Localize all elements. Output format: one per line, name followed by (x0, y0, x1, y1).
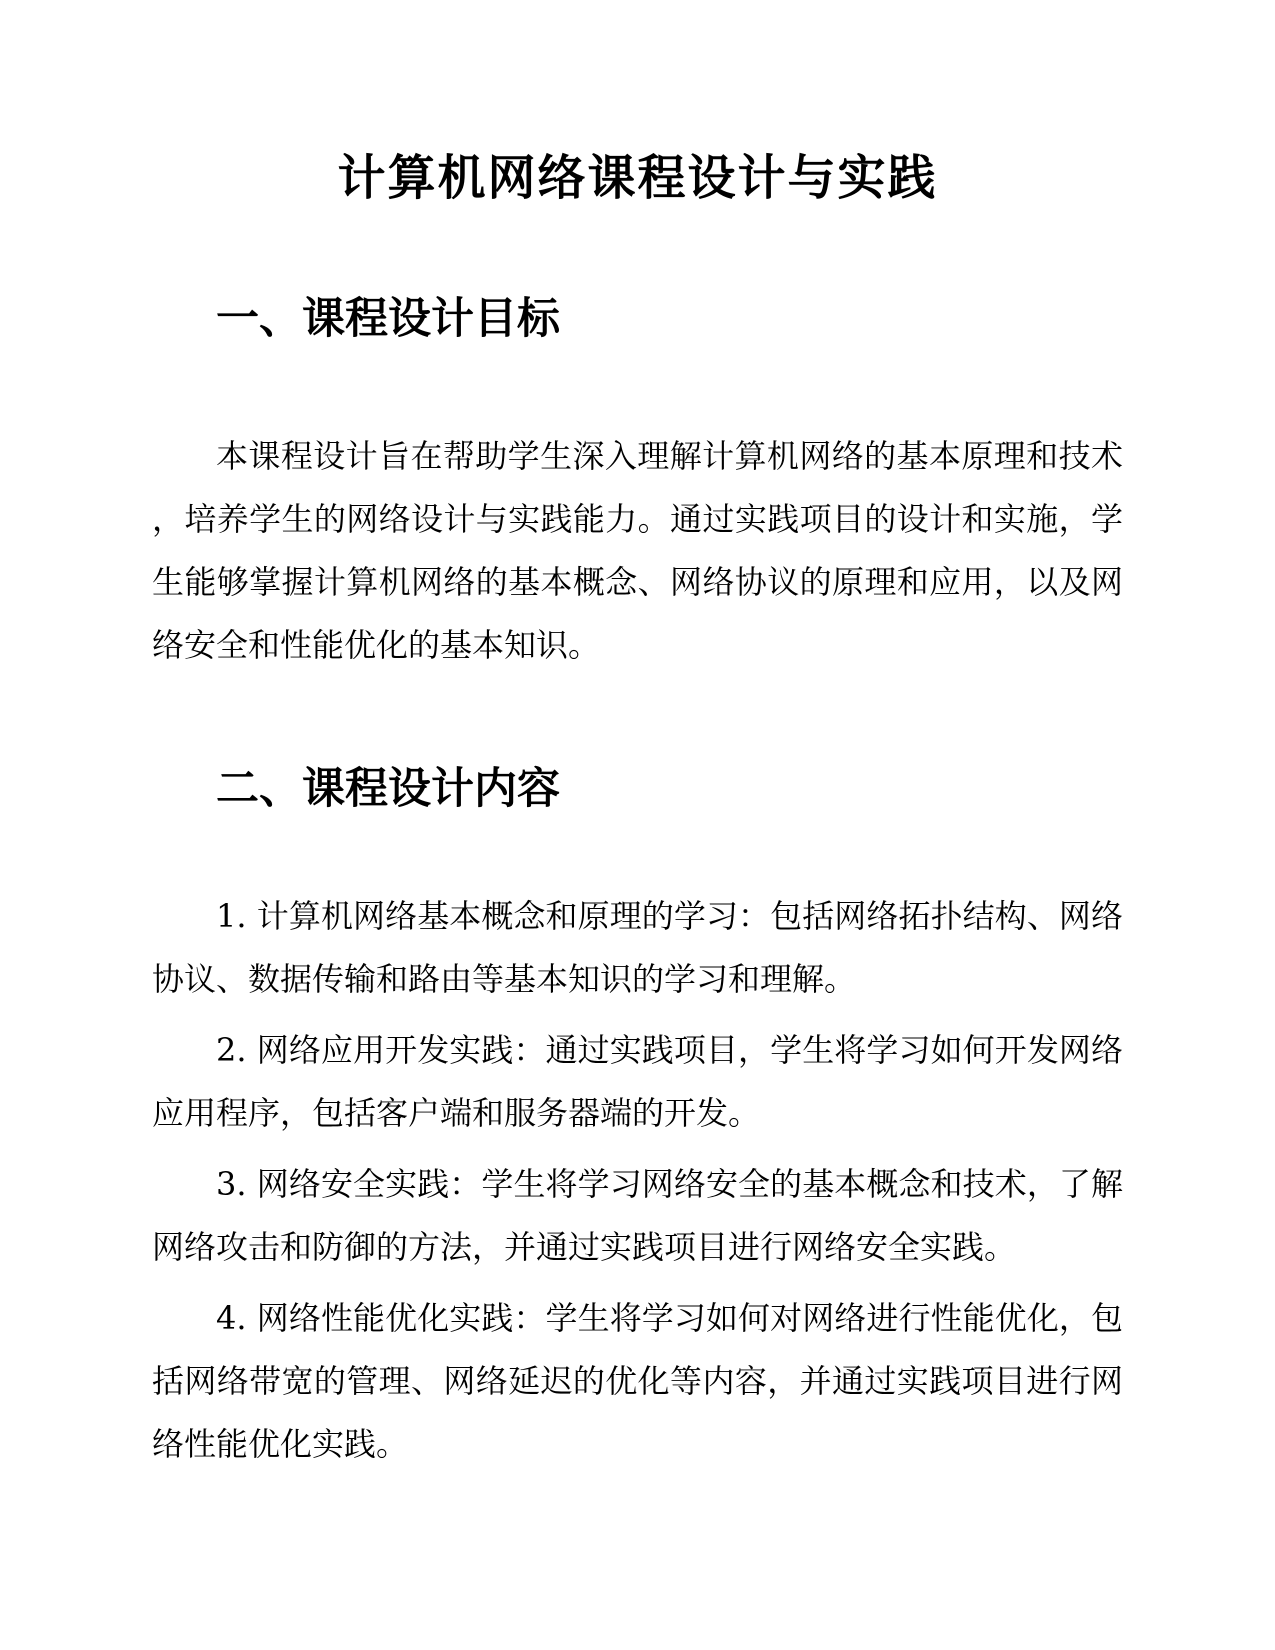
section-heading-goals: 一、课程设计目标 (216, 294, 560, 344)
section-heading-content: 二、课程设计内容 (216, 764, 560, 814)
list-item-4: 4. 网络性能优化实践：学生将学习如何对网络进行性能优化，包括网络带宽的管理、网络延迟的优化等内容，并通过实践项目进行网络性能优化实践。 (152, 1299, 1123, 1463)
list-item-2: 2. 网络应用开发实践：通过实践项目，学生将学习如何开发网络应用程序，包括客户端和服务器端的开发。 (152, 1031, 1123, 1132)
list-item-3: 3. 网络安全实践：学生将学习网络安全的基本概念和技术，了解网络攻击和防御的方法，并通过实践项目进行网络安全实践。 (152, 1165, 1123, 1266)
list-item-1: 1. 计算机网络基本概念和原理的学习：包括网络拓扑结构、网络协议、数据传输和路由等基本知识的学习和理解。 (152, 897, 1123, 998)
document-title: 计算机网络课程设计与实践 (337, 150, 938, 206)
paragraph-goals-body: 本课程设计旨在帮助学生深入理解计算机网络的基本原理和技术，培养学生的网络设计与实践能力。通过实践项目的设计和实施，学生能够掌握计算机网络的基本概念、网络协议的原理和应用，以及网络安全和性能优化的基本知识。 (152, 437, 1123, 664)
